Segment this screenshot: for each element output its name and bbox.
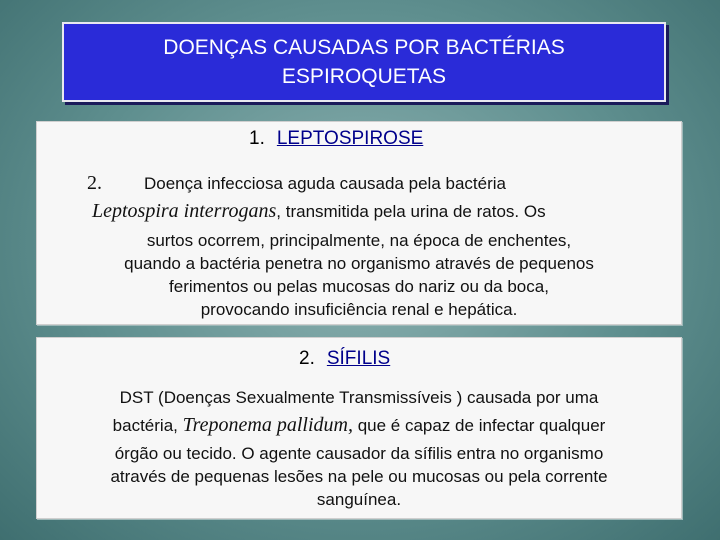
leptospirose-panel (36, 121, 682, 325)
sifilis-heading (299, 348, 390, 370)
leptospirose-line-6: provocando insuficiência renal e hepática. (200, 300, 518, 319)
title-line-1: DOENÇAS CAUSADAS POR BACTÉRIAS (163, 36, 565, 59)
sifilis-heading-number: 2. (299, 348, 315, 369)
sifilis-line-5: sanguínea. (316, 490, 402, 509)
leptospirose-line-5: ferimentos ou pelas mucosas do nariz ou da boca, (169, 277, 549, 296)
slide-title (62, 22, 666, 102)
sifilis-species: Treponema pallidum, (182, 414, 353, 436)
leptospirose-heading (249, 128, 423, 150)
leptospirose-heading-number: 1. (249, 128, 265, 149)
sifilis-line-1: DST (Doenças Sexualmente Transmissíveis ) causada por uma (119, 388, 599, 407)
sifilis-panel (36, 337, 682, 519)
sifilis-line-4: através de pequenas lesões na pele ou mucosas ou pela corrente (110, 467, 608, 486)
sifilis-line-2 (37, 414, 681, 437)
leptospirose-line-1-text: Doença infecciosa aguda causada pela bactéria (144, 174, 506, 193)
leptospirose-item-number: 2. (87, 172, 102, 194)
leptospirose-heading-text: LEPTOSPIROSE (276, 128, 424, 149)
sifilis-heading-text: SÍFILIS (326, 348, 391, 369)
sifilis-line-2-post: que é capaz de infectar qualquer (352, 416, 606, 435)
leptospirose-line-1 (87, 172, 506, 195)
leptospirose-line-2 (92, 200, 546, 223)
leptospirose-species: Leptospira interrogans (92, 200, 277, 222)
title-line-2: ESPIROQUETAS (281, 65, 447, 88)
sifilis-line-2-pre: bactéria, (112, 416, 183, 435)
leptospirose-line-3: surtos ocorrem, principalmente, na época de enchentes, (146, 231, 572, 250)
leptospirose-line-2-text: , transmitida pela urina de ratos. Os (276, 202, 546, 221)
sifilis-line-3: órgão ou tecido. O agente causador da sífilis entra no organismo (114, 444, 604, 463)
leptospirose-line-4: quando a bactéria penetra no organismo através de pequenos (124, 254, 594, 273)
